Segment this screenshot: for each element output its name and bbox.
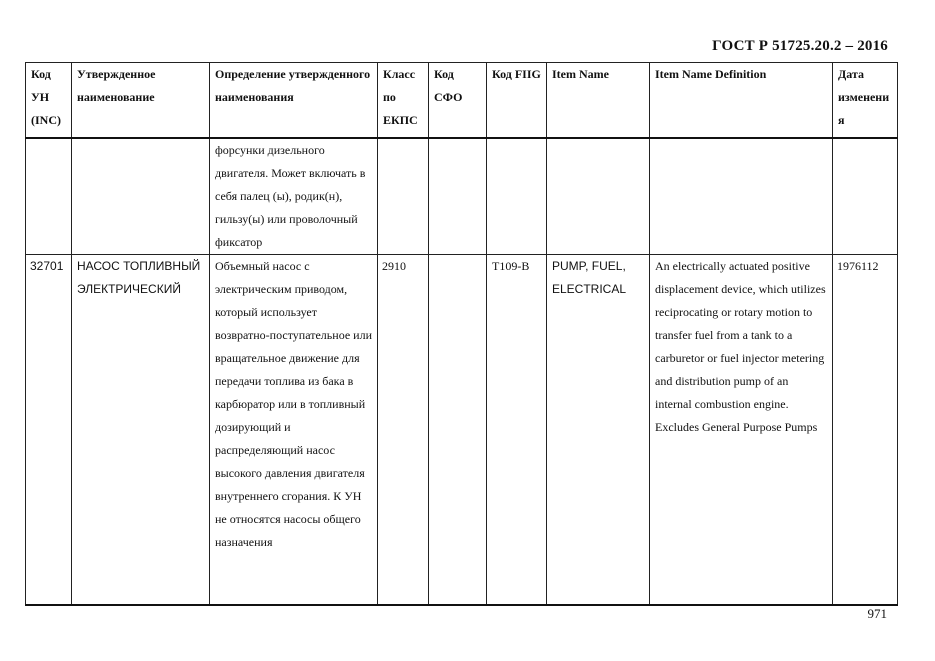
column-header-approved-name: Утвержденное наименование <box>72 63 210 139</box>
cell-definition-continuation: форсунки дизельного двигателя. Может включать в себя палец (ы), родик(н), гильзу(ы) или проволочный фиксатор <box>210 138 378 255</box>
column-header-ekps-class: Класс по ЕКПС <box>378 63 429 139</box>
column-header-change-date: Дата изменения <box>833 63 898 139</box>
cell-item-name-definition: An electrically actuated positive displacement device, which utilizes reciprocating or rotary motion to transfer fuel from a tank to a carburetor or fuel injector metering and distribution pump of an internal combustion engine. Excludes General Purpose Pumps <box>650 255 833 605</box>
classification-table <box>25 62 898 606</box>
cell-approved-name-empty <box>72 138 210 255</box>
cell-inc-empty <box>26 138 72 255</box>
cell-date-empty <box>833 138 898 255</box>
cell-item-name-empty <box>547 138 650 255</box>
cell-ekps-class: 2910 <box>378 255 429 605</box>
table-row <box>26 255 898 605</box>
cell-ekps-empty <box>378 138 429 255</box>
table-row-continuation <box>26 138 898 255</box>
cell-inc: 32701 <box>26 255 72 605</box>
document-code: ГОСТ Р 51725.20.2 – 2016 <box>712 38 888 54</box>
column-header-item-name: Item Name <box>547 63 650 139</box>
column-header-item-name-definition: Item Name Definition <box>650 63 833 139</box>
cell-change-date: 1976112 <box>833 255 898 605</box>
table-header-row <box>26 63 898 139</box>
page-number: 971 <box>867 606 887 621</box>
column-header-sfo-code: Код СФО <box>429 63 487 139</box>
column-header-inc: Код УН (INC) <box>26 63 72 139</box>
cell-item-name: PUMP, FUEL, ELECTRICAL <box>547 255 650 605</box>
cell-definition: Объемный насос с электрическим приводом, который использует возвратно-поступательное или вращательное движение для передачи топлива из бака в карбюратор или в топливный дозирующий и распределяющий насос высокого давления двигателя внутреннего сгорания. К УН не относятся насосы общего назначения <box>210 255 378 605</box>
cell-fiig-code: T109-B <box>487 255 547 605</box>
cell-sfo-code <box>429 255 487 605</box>
cell-item-definition-empty <box>650 138 833 255</box>
cell-sfo-empty <box>429 138 487 255</box>
cell-approved-name: НАСОС ТОПЛИВНЫЙ ЭЛЕКТРИЧЕСКИЙ <box>72 255 210 605</box>
cell-fiig-empty <box>487 138 547 255</box>
column-header-fiig-code: Код FIIG <box>487 63 547 139</box>
column-header-definition: Определение утвержденного наименования <box>210 63 378 139</box>
